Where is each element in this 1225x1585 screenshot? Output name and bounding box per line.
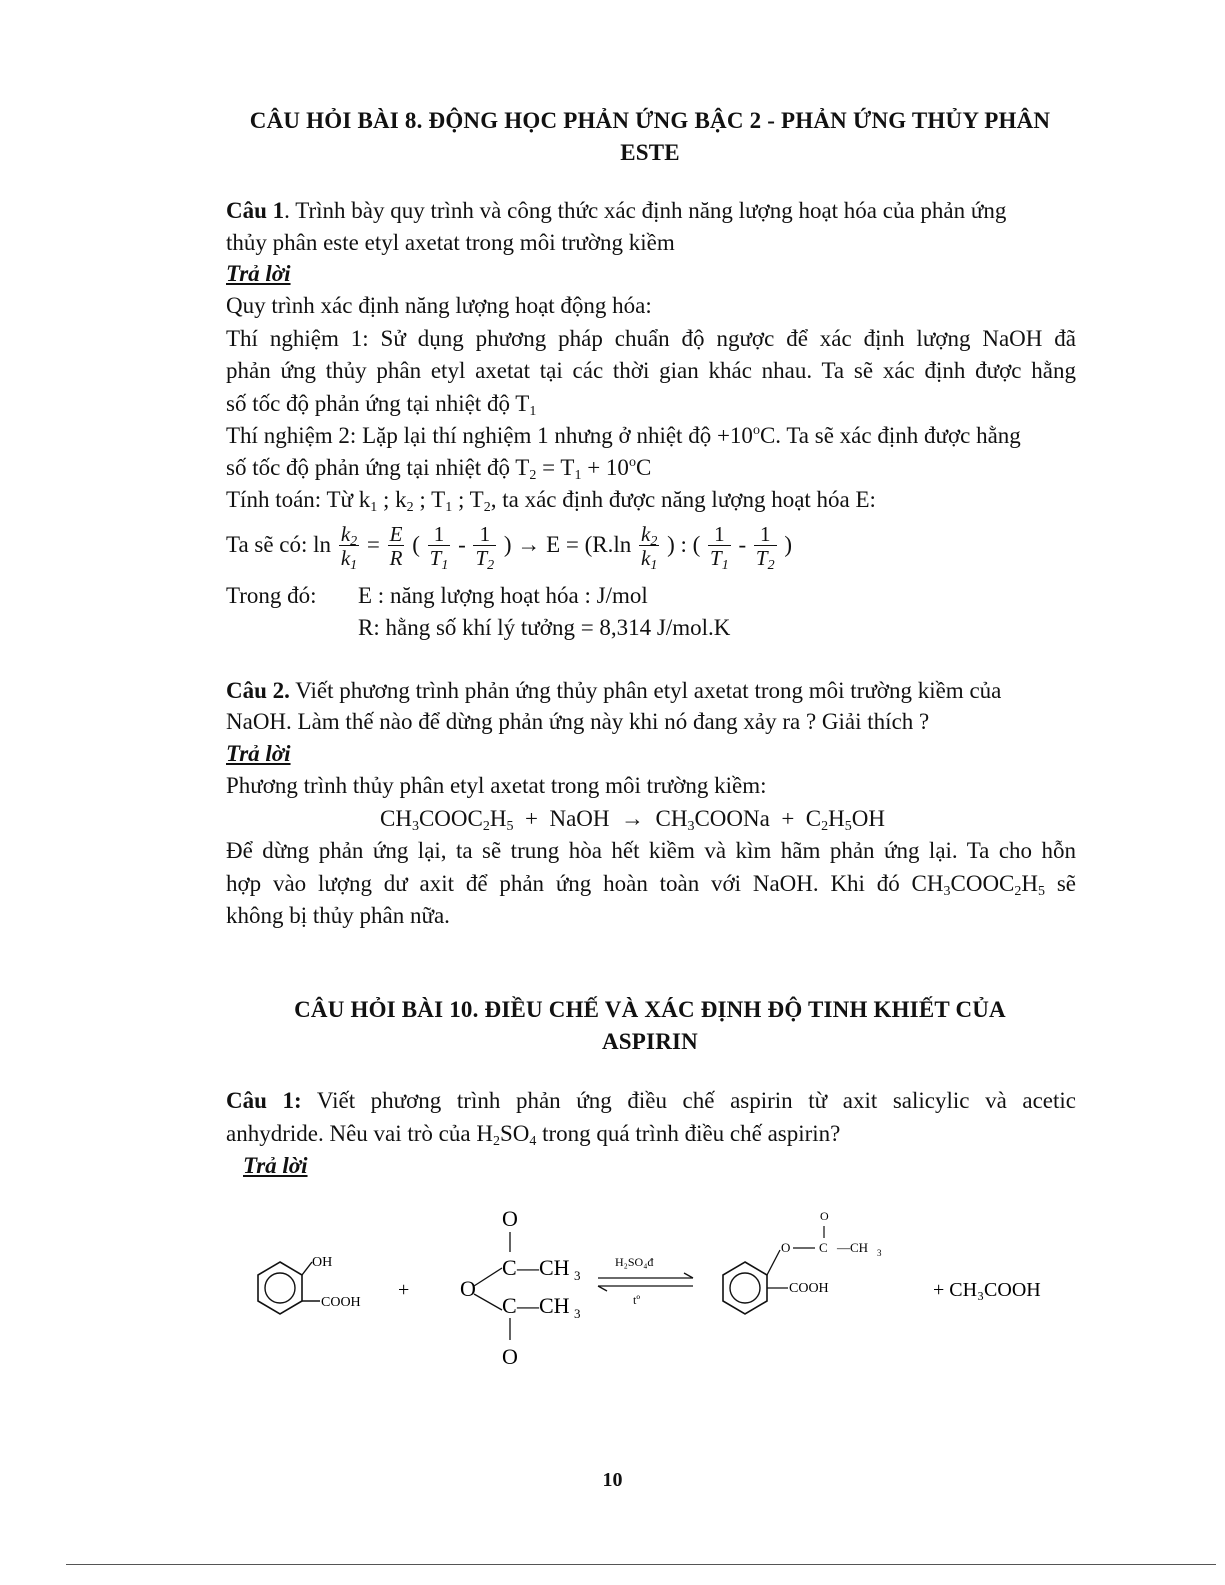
svg-text:OH: OH <box>312 1255 333 1270</box>
plus-sign: + <box>398 1279 410 1301</box>
fraction-e-r: $\frac{E}{R}$ <box>389 522 403 571</box>
section-title-lesson-8-cont: ESTE <box>620 140 680 165</box>
svg-text:3: 3 <box>877 1248 882 1258</box>
section-title-lesson-10-cont: ASPIRIN <box>602 1029 698 1054</box>
bottom-divider <box>66 1564 1216 1565</box>
experiment-2-line: Thí nghiệm 2: Lặp lại thí nghiệm 1 nhưng ở nhiệt độ $+10^oC$. Ta sẽ xác định được hằng <box>226 423 1021 448</box>
svg-text:—CH: —CH <box>517 1293 570 1318</box>
experiment-1-line: phản ứng thủy phân etyl axetat tại các thời gian khác nhau. Ta sẽ xác định được hằng <box>226 358 1076 383</box>
svg-text:COOH: COOH <box>789 1281 829 1296</box>
question-2-text-cont: NaOH. Làm thế nào để dừng phản ứng này khi nó đang xảy ra ? Giải thích ? <box>226 709 930 734</box>
svg-text:C: C <box>502 1255 517 1280</box>
section-title-lesson-8: CÂU HỎI BÀI 8. ĐỘNG HỌC PHẢN ỨNG BẬC 2 - PHẢN ỨNG THỦY PHÂN <box>249 108 1051 133</box>
hydrolysis-equation: $CH_3COOC_2H_5$ + NaOH → $CH_3COONa + C_2H_5OH$ <box>380 806 886 834</box>
svg-text:O: O <box>820 1209 829 1223</box>
svg-text:3: 3 <box>574 1306 581 1321</box>
answer-label: Trả lời <box>243 1153 308 1178</box>
where-r-definition: R: hằng số khí lý tưởng = 8,314 J/mol.K <box>358 615 731 640</box>
svg-text:C: C <box>819 1240 828 1255</box>
where-label-line: Trong đó: E : năng lượng hoạt hóa : J/mol <box>226 580 1076 612</box>
svg-text:O: O <box>460 1276 476 1301</box>
where-e-definition: E : năng lượng hoạt hóa : J/mol <box>358 583 648 608</box>
svg-text:3: 3 <box>574 1268 581 1283</box>
question-2-text: Câu 2. Viết phương trình phản ứng thủy phân etyl axetat trong môi trường kiềm của <box>226 678 1002 703</box>
question-label: Câu 2. <box>226 678 290 703</box>
aspirin-synthesis-scheme <box>240 1200 1080 1375</box>
page-number: 10 <box>602 1469 623 1491</box>
svg-text:tº: tº <box>633 1293 641 1307</box>
question-label: Câu 1 <box>226 198 285 223</box>
svg-text:COOH: COOH <box>321 1295 361 1310</box>
svg-text:—CH: —CH <box>517 1255 570 1280</box>
svg-text:C: C <box>502 1293 517 1318</box>
acetic-anhydride-structure <box>460 1206 581 1369</box>
svg-text:O: O <box>502 1206 518 1231</box>
svg-text:H₂SO₄đ: H₂SO₄đ <box>615 1255 654 1269</box>
question-1-aspirin-text: Câu 1: Viết phương trình phản ứng điều chế aspirin từ axit salicylic và acetic <box>226 1088 1076 1113</box>
question-1-text: Câu 1. Trình bày quy trình và công thức xác định năng lượng hoạt hóa của phản ứng <box>226 198 1007 223</box>
equation-heading: Phương trình thủy phân etyl axetat trong môi trường kiềm: <box>226 773 767 798</box>
fraction-1-t2: $\frac{1}{T_2}$ <box>755 522 775 574</box>
svg-text:O: O <box>781 1240 791 1255</box>
experiment-2-line: số tốc độ phản ứng tại nhiệt độ $T_2 = T_1 + 10^oC$ <box>226 455 652 483</box>
answer-label: Trả lời <box>226 741 291 766</box>
experiment-1-line: Thí nghiệm 1: Sử dụng phương pháp chuẩn độ ngược để xác định lượng NaOH đã <box>226 326 1076 351</box>
stop-reaction-line: không bị thủy phân nữa. <box>226 903 450 928</box>
question-1-aspirin-text-cont: anhydride. Nêu vai trò của $H_2SO_4$ trong quá trình điều chế aspirin? <box>226 1121 841 1149</box>
salicylic-acid-structure <box>258 1255 361 1314</box>
fraction-k2-k1: $\frac{k_2}{k_1}$ <box>340 522 358 574</box>
section-title-lesson-10: CÂU HỎI BÀI 10. ĐIỀU CHẾ VÀ XÁC ĐỊNH ĐỘ TINH KHIẾT CỦA <box>294 997 1006 1022</box>
svg-text:—CH: —CH <box>837 1240 869 1255</box>
aspirin-structure <box>723 1209 882 1314</box>
question-label: Câu 1: <box>226 1088 302 1113</box>
procedure-heading: Quy trình xác định năng lượng hoạt động hóa: <box>226 293 652 318</box>
stop-reaction-line: hợp vào lượng dư axit để phản ứng hoàn toàn với NaOH. Khi đó $CH_3COOC_2H_5$ sẽ <box>226 871 1076 899</box>
fraction-k2-k1: $\frac{k_2}{k_1}$ <box>641 522 658 574</box>
experiment-1-line: số tốc độ phản ứng tại nhiệt độ $T_1$ <box>226 391 537 419</box>
activation-energy-formula: Ta sẽ có: ln $\frac{k_2}{k_1}$ = $\frac{E}{R}$ ( $\frac{1}{T_1}$ - $\frac{1}{T_2}$ ) → E = (R.ln $\frac{k_2}{k_1}$ ) : ( $\frac{1}{T_1}$ - $\frac{1}{T_2}$ ) <box>226 522 793 574</box>
fraction-1-t1: $\frac{1}{T_1}$ <box>429 522 449 574</box>
calculation-line: Tính toán: Từ $k_1$ ; $k_2$ ; $T_1$ ; $T_2$, ta xác định được năng lượng hoạt hóa E: <box>226 487 876 515</box>
fraction-1-t1: $\frac{1}{T_1}$ <box>710 522 729 574</box>
equilibrium-arrows <box>598 1255 693 1307</box>
stop-reaction-line: Để dừng phản ứng lại, ta sẽ trung hòa hết kiềm và kìm hãm phản ứng lại. Ta cho hỗn <box>226 838 1076 863</box>
svg-text:O: O <box>502 1344 518 1369</box>
acetic-acid-byproduct: + CH₃COOH <box>933 1279 1041 1301</box>
fraction-1-t2: $\frac{1}{T_2}$ <box>475 522 495 574</box>
question-1-text-cont: thủy phân este etyl axetat trong môi trường kiềm <box>226 230 675 255</box>
answer-label: Trả lời <box>226 261 291 286</box>
